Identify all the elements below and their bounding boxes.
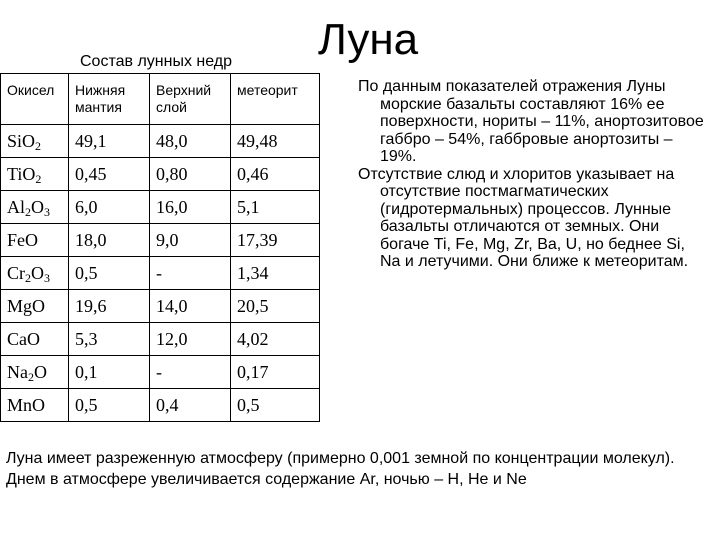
lower-mantle-value: 18,0 <box>69 224 150 257</box>
meteorite-value: 0,46 <box>231 158 320 191</box>
table-row <box>1 290 320 323</box>
table-row <box>1 389 320 422</box>
lower-mantle-value: 0,45 <box>69 158 150 191</box>
lower-mantle-value: 6,0 <box>69 191 150 224</box>
upper-layer-value: - <box>150 257 231 290</box>
upper-layer-value: 0,80 <box>150 158 231 191</box>
oxide-formula-part: O <box>31 263 44 283</box>
upper-layer-value: 12,0 <box>150 323 231 356</box>
header-oxide: Окисел <box>1 74 69 125</box>
upper-layer-value: - <box>150 356 231 389</box>
oxide-formula-part: 3 <box>44 205 50 219</box>
header-upper-layer: Верхний слой <box>150 74 231 125</box>
oxide-formula-part: 2 <box>35 172 42 186</box>
oxide-formula-part: 2 <box>35 139 42 153</box>
oxide-formula-part: Cr <box>7 263 25 283</box>
oxide-formula-part: MnO <box>7 395 46 415</box>
oxide-cell <box>1 323 69 356</box>
lower-mantle-value: 19,6 <box>69 290 150 323</box>
oxide-cell <box>1 257 69 290</box>
meteorite-value: 49,48 <box>231 125 320 158</box>
oxide-formula-part: CaO <box>7 329 40 349</box>
oxide-formula-part: O <box>34 362 47 382</box>
oxide-cell <box>1 356 69 389</box>
lower-mantle-value: 5,3 <box>69 323 150 356</box>
lower-mantle-value: 0,1 <box>69 356 150 389</box>
table-row <box>1 125 320 158</box>
meteorite-value: 0,17 <box>231 356 320 389</box>
meteorite-value: 1,34 <box>231 257 320 290</box>
upper-layer-value: 48,0 <box>150 125 231 158</box>
table-row <box>1 257 320 290</box>
table-title: Состав лунных недр <box>80 53 233 70</box>
minerals-paragraph: Отсутствие слюд и хлоритов указывает на отсутствие постмагматических (гидротермальных) процессов. Лунные базальты отличаются от земных. Они богаче Ti, Fe, Mg, Zr, Ba, U, но беднее Si, Na и летучими. Они ближе к метеоритам. <box>358 165 689 270</box>
meteorite-value: 4,02 <box>231 323 320 356</box>
oxide-formula-part: O <box>31 197 44 217</box>
upper-layer-value: 0,4 <box>150 389 231 422</box>
meteorite-value: 0,5 <box>231 389 320 422</box>
oxide-formula-part: 2 <box>25 271 31 285</box>
oxide-cell <box>1 389 69 422</box>
table-header-row <box>1 74 320 125</box>
meteorite-value: 20,5 <box>231 290 320 323</box>
oxide-formula-part: Na <box>7 362 28 382</box>
upper-layer-value: 16,0 <box>150 191 231 224</box>
oxide-formula-part: SiO <box>7 131 36 151</box>
oxide-formula-part: 2 <box>28 370 34 384</box>
reflectance-paragraph: По данным показателей отражения Луны морские базальты составляют 16% ее поверхности, нориты – 11%, анортозитовое габбро – 54%, габбровые анортозиты – 19%. <box>358 78 704 165</box>
slide-title: Луна <box>318 15 419 64</box>
oxide-cell <box>1 290 69 323</box>
upper-layer-value: 14,0 <box>150 290 231 323</box>
description-block <box>358 78 708 271</box>
oxide-cell <box>1 158 69 191</box>
oxide-formula-part: FeO <box>7 230 38 250</box>
oxide-cell <box>1 191 69 224</box>
header-meteorite: метеорит <box>231 74 320 125</box>
oxide-cell <box>1 224 69 257</box>
table-row <box>1 356 320 389</box>
atmosphere-note: Луна имеет разреженную атмосферу (примерно 0,001 земной по концентрации молекул). Днем в атмосфере увеличивается содержание Ar, ночью – H, He и Ne <box>6 450 675 488</box>
table-row <box>1 158 320 191</box>
composition-table <box>0 73 320 422</box>
oxide-formula-part: TiO <box>7 164 36 184</box>
table-row <box>1 191 320 224</box>
oxide-formula-part: Al <box>7 197 25 217</box>
lower-mantle-value: 0,5 <box>69 389 150 422</box>
table-row <box>1 224 320 257</box>
table-row <box>1 323 320 356</box>
meteorite-value: 5,1 <box>231 191 320 224</box>
upper-layer-value: 9,0 <box>150 224 231 257</box>
oxide-formula-part: 2 <box>25 205 31 219</box>
oxide-cell <box>1 125 69 158</box>
lower-mantle-value: 49,1 <box>69 125 150 158</box>
lower-mantle-value: 0,5 <box>69 257 150 290</box>
meteorite-value: 17,39 <box>231 224 320 257</box>
oxide-formula-part: MgO <box>7 296 46 316</box>
header-lower-mantle: Нижняя мантия <box>69 74 150 125</box>
oxide-formula-part: 3 <box>44 271 50 285</box>
